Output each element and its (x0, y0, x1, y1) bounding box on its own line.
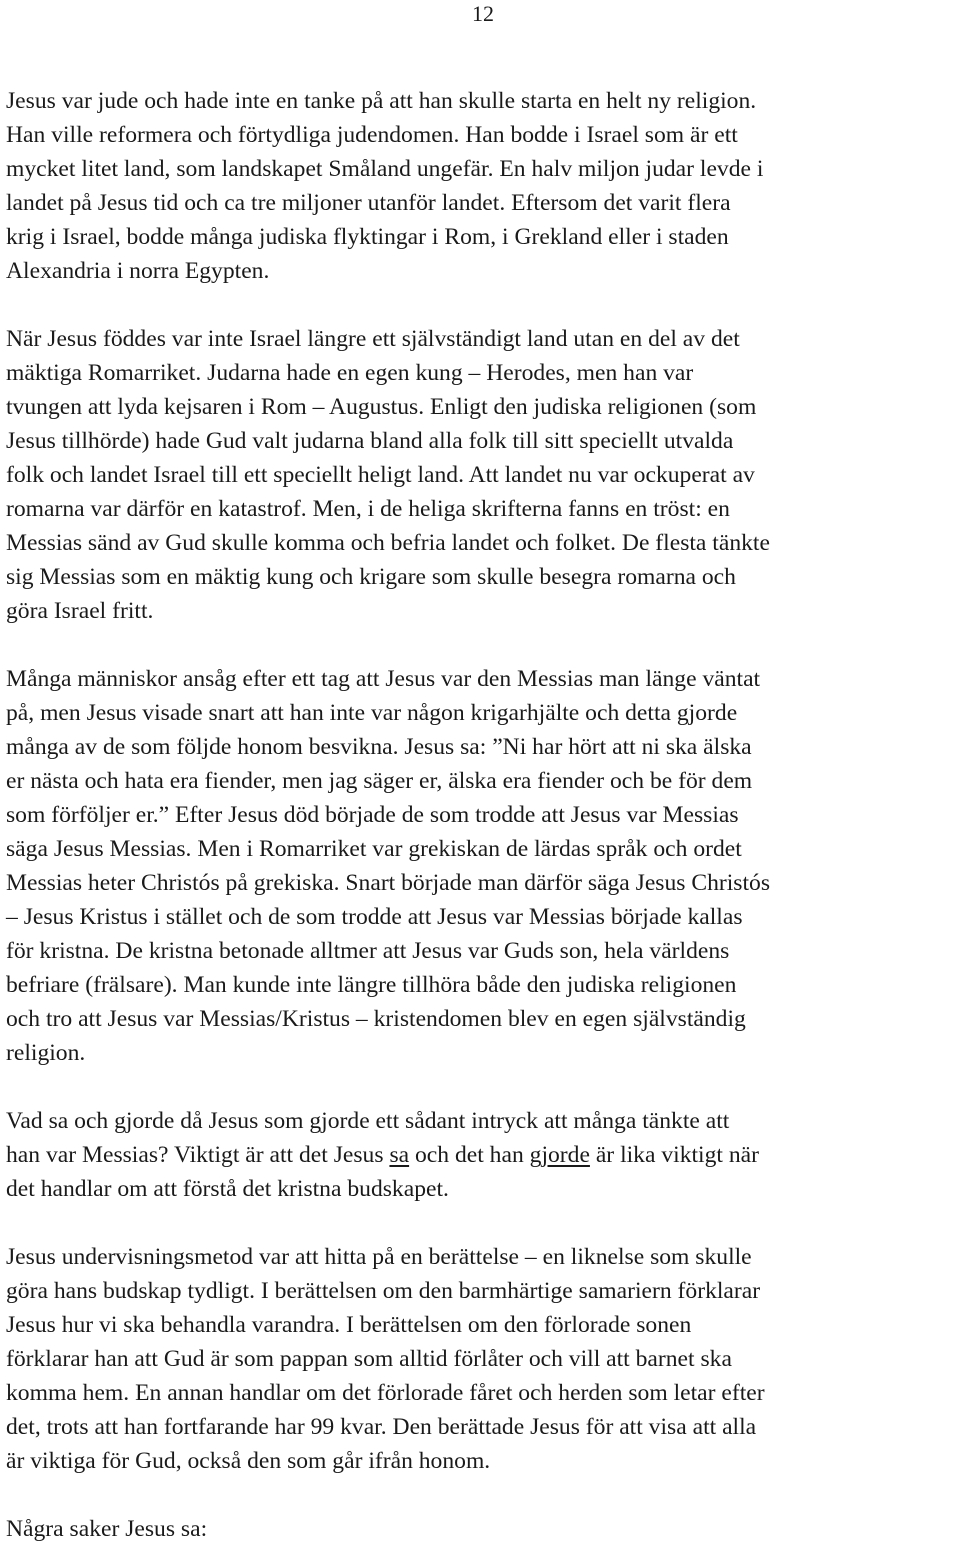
text-line: komma hem. En annan handlar om det förlorade fåret och herden som letar efter (6, 1380, 765, 1406)
text-line: Några saker Jesus sa: (6, 1516, 208, 1542)
text-line: mycket litet land, som landskapet Småland ungefär. En halv miljon judar levde i (6, 156, 764, 182)
text-line: det handlar om att förstå det kristna budskapet. (6, 1176, 449, 1202)
paragraph (6, 322, 960, 628)
text-segment: är lika viktigt när (589, 1142, 759, 1168)
page-number: 12 (472, 1, 494, 26)
underlined-word-sa: sa (389, 1142, 410, 1168)
text-line: förklarar han att Gud är som pappan som alltid förlåter och vill att barnet ska (6, 1346, 732, 1372)
paragraph (6, 1104, 960, 1206)
text-line: för kristna. De kristna betonade alltmer att Jesus var Guds son, hela världens (6, 938, 730, 964)
text-segment: han var Messias? Viktigt är att det Jesus (6, 1142, 390, 1168)
text-line: När Jesus föddes var inte Israel längre ett självständigt land utan en del av det (6, 326, 740, 352)
text-line: som förföljer er.” Efter Jesus död började de som trodde att Jesus var Messias (6, 802, 739, 828)
text-line: tvungen att lyda kejsaren i Rom – Augustus. Enligt den judiska religionen (som (6, 394, 757, 420)
text-segment: och det han (409, 1142, 530, 1168)
text-line: det, trots att han fortfarande har 99 kvar. Den berättade Jesus för att visa att alla (6, 1414, 757, 1440)
text-line (6, 1138, 960, 1172)
text-line: många av de som följde honom besvikna. Jesus sa: ”Ni har hört att ni ska älska (6, 734, 752, 760)
text-line: Jesus tillhörde) hade Gud valt judarna bland alla folk till sitt speciellt utvalda (6, 428, 734, 454)
paragraph (6, 84, 960, 288)
text-line: Många människor ansåg efter ett tag att Jesus var den Messias man länge väntat (6, 666, 761, 692)
text-line: sig Messias som en mäktig kung och krigare som skulle besegra romarna och (6, 564, 736, 590)
text-line: är viktiga för Gud, också den som går ifrån honom. (6, 1448, 491, 1474)
paragraph (6, 662, 960, 1070)
text-line: Han ville reformera och förtydliga judendomen. Han bodde i Israel som är ett (6, 122, 738, 148)
text-line: mäktiga Romarriket. Judarna hade en egen kung – Herodes, men han var (6, 360, 694, 386)
document-body (6, 84, 960, 1546)
text-line: religion. (6, 1040, 86, 1066)
text-line: folk och landet Israel till ett speciellt heligt land. Att landet nu var ockuperat av (6, 462, 755, 488)
text-line: er nästa och hata era fiender, men jag säger er, älska era fiender och be för dem (6, 768, 753, 794)
text-line: Vad sa och gjorde då Jesus som gjorde ett sådant intryck att många tänkte att (6, 1108, 730, 1134)
text-line: romarna var därför en katastrof. Men, i de heliga skrifterna fanns en tröst: en (6, 496, 730, 522)
text-line: göra Israel fritt. (6, 598, 154, 624)
text-line: Messias heter Christós på grekiska. Snart började man därför säga Jesus Christós (6, 870, 771, 896)
text-line: på, men Jesus visade snart att han inte var någon krigarhjälte och detta gjorde (6, 700, 738, 726)
text-line: befriare (frälsare). Man kunde inte längre tillhöra både den judiska religionen (6, 972, 737, 998)
text-line: Jesus undervisningsmetod var att hitta på en berättelse – en liknelse som skulle (6, 1244, 752, 1270)
paragraph (6, 1512, 960, 1546)
text-line: säga Jesus Messias. Men i Romarriket var grekiskan de lärdas språk och ordet (6, 836, 742, 862)
text-line: krig i Israel, bodde många judiska flyktingar i Rom, i Grekland eller i staden (6, 224, 729, 250)
text-line: – Jesus Kristus i stället och de som trodde att Jesus var Messias började kallas (6, 904, 743, 930)
text-line: och tro att Jesus var Messias/Kristus – kristendomen blev en egen självständig (6, 1006, 746, 1032)
text-line: göra hans budskap tydligt. I berättelsen om den barmhärtige samariern förklarar (6, 1278, 761, 1304)
text-line: Messias sänd av Gud skulle komma och befria landet och folket. De flesta tänkte (6, 530, 770, 556)
text-line: Alexandria i norra Egypten. (6, 258, 270, 284)
text-line: Jesus hur vi ska behandla varandra. I berättelsen om den förlorade sonen (6, 1312, 692, 1338)
underlined-word-gjorde: gjorde (529, 1142, 590, 1168)
text-line: Jesus var jude och hade inte en tanke på att han skulle starta en helt ny religion. (6, 88, 757, 114)
text-line: landet på Jesus tid och ca tre miljoner utanför landet. Eftersom det varit flera (6, 190, 731, 216)
paragraph (6, 1240, 960, 1478)
